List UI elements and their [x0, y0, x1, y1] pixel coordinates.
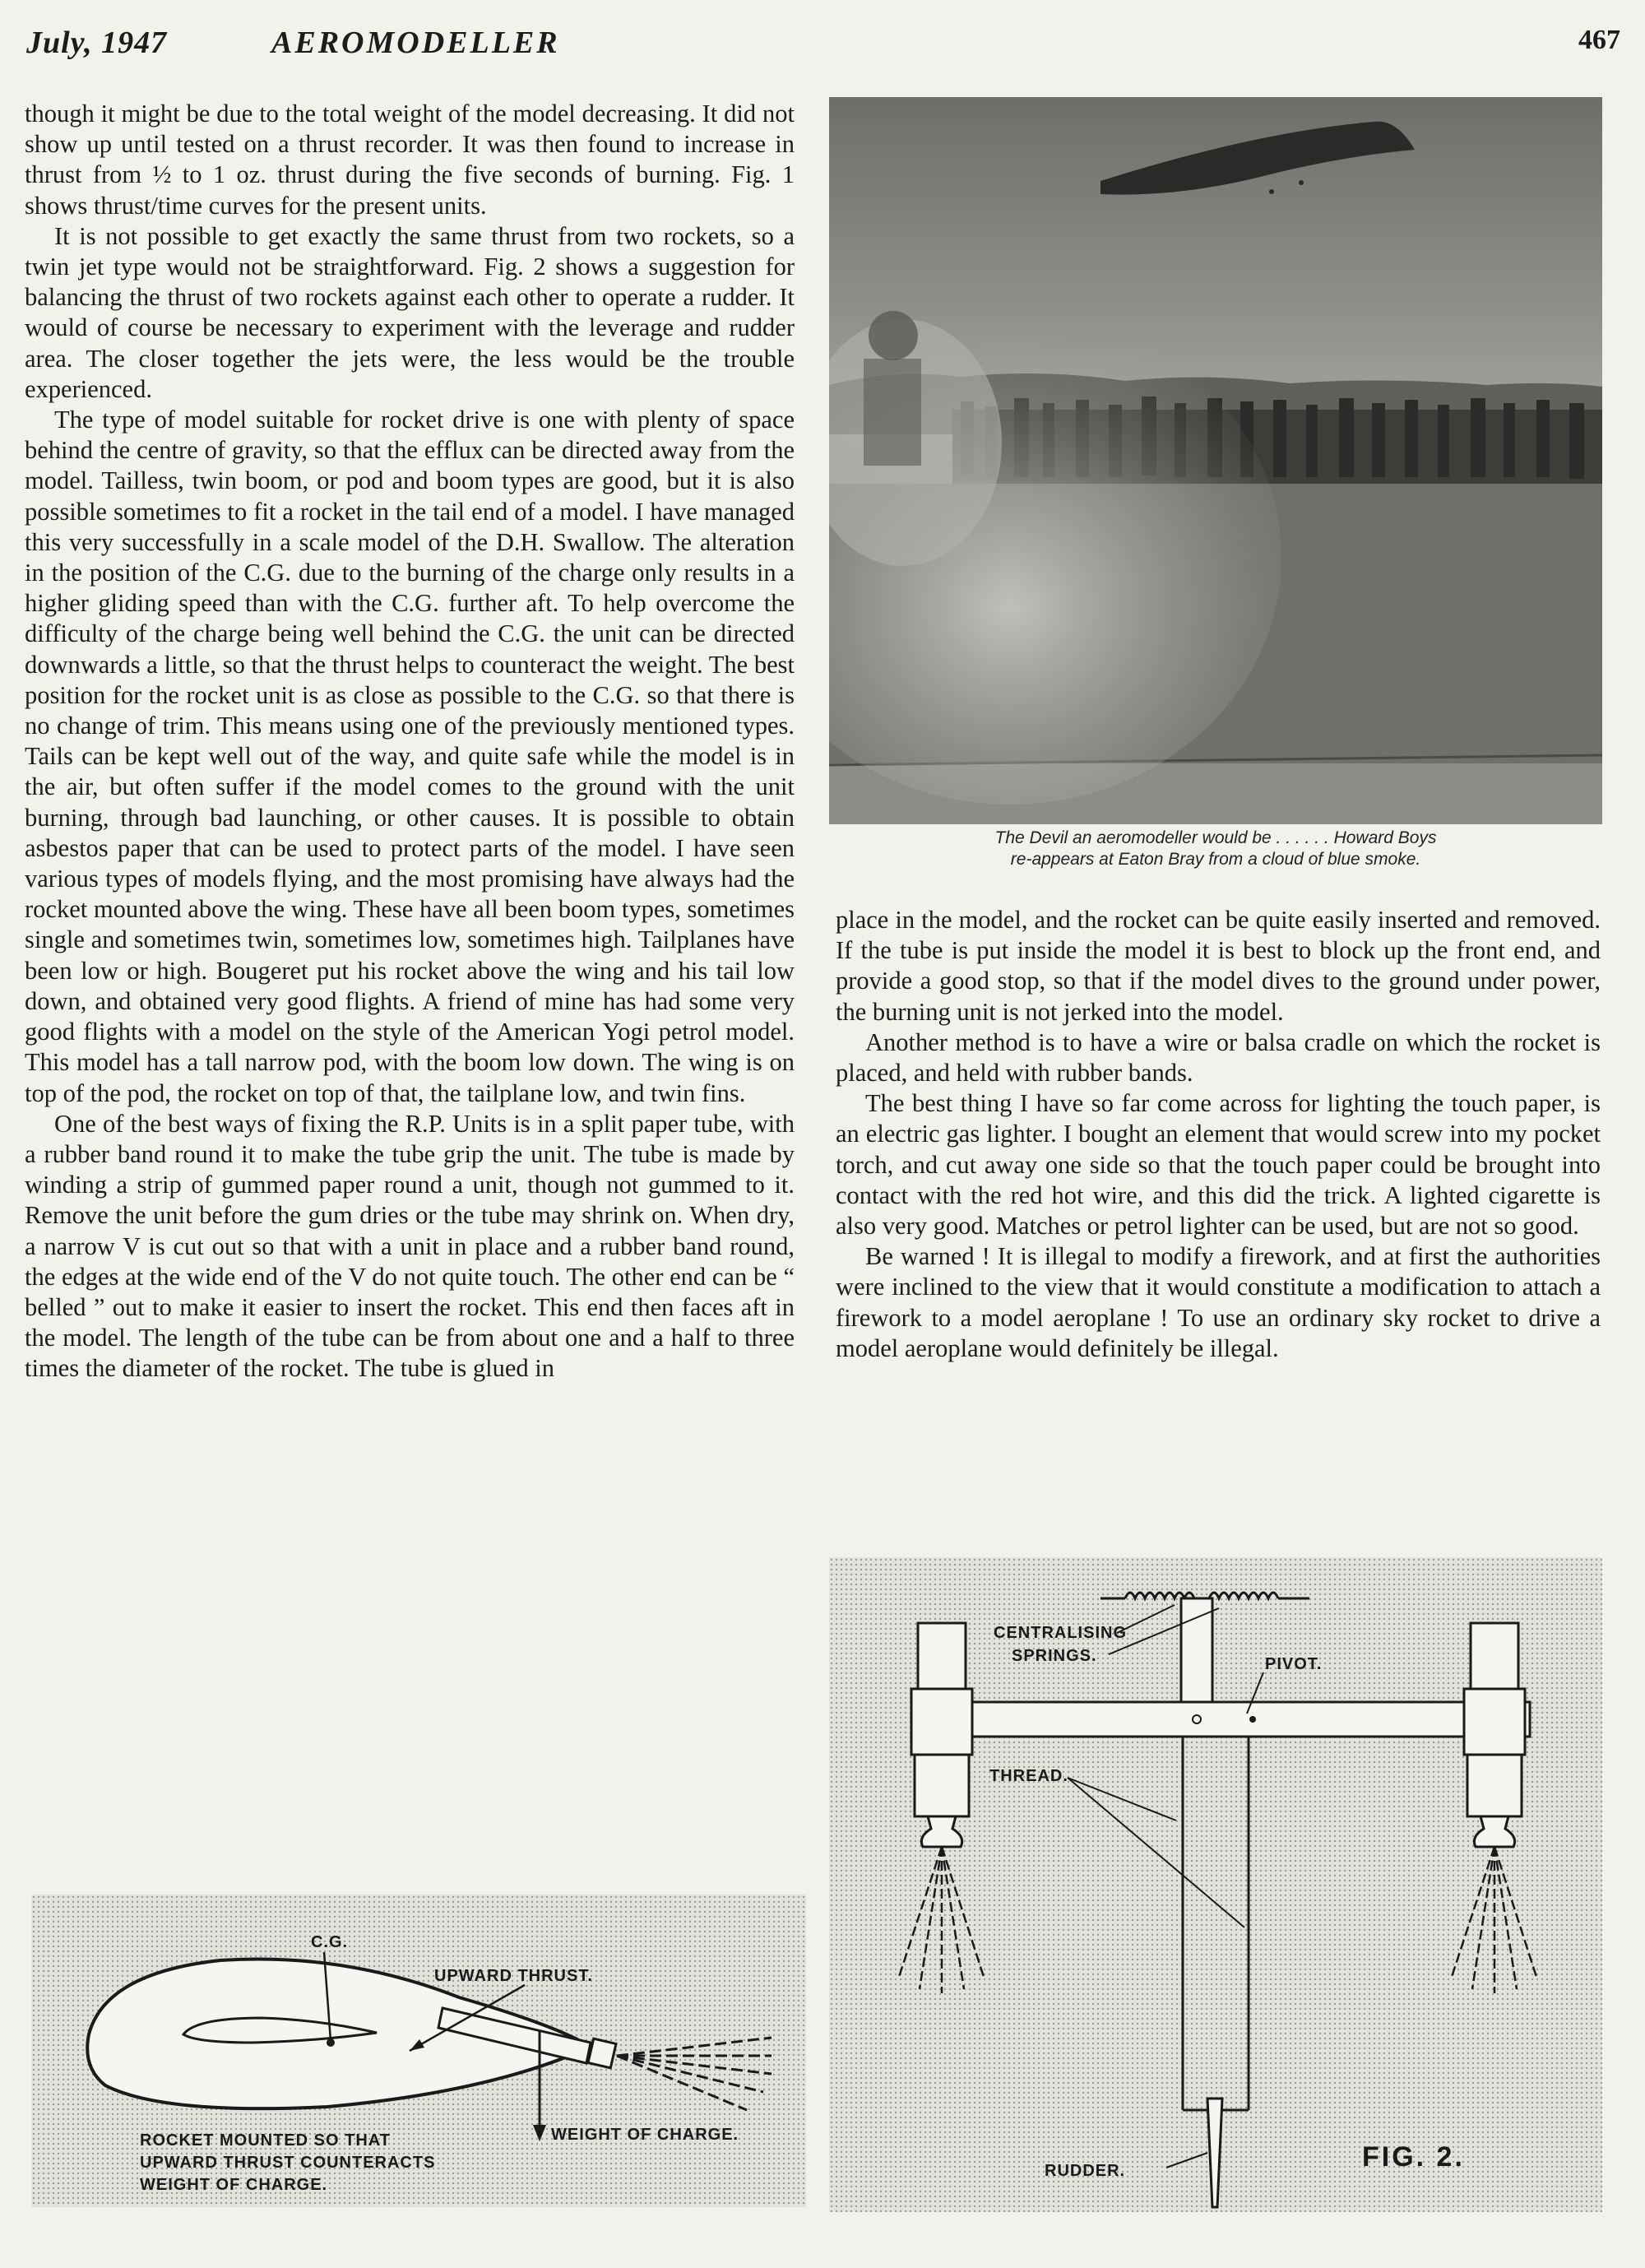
figure-rocket-mounting [31, 1895, 806, 2207]
paragraph: It is not possible to get exactly the same thrust from two rockets, so a twin jet type would not be straightforward. Fig. 2 shows a suggestion for balancing the thrust of two rockets against each other to operate a rudder. It would of course be necessary to experiment with the leverage and rudder area. The closer together the jets were, the less would be the trouble experienced. [25, 221, 795, 403]
paragraph: The best thing I have so far come across for lighting the touch paper, is an electric gas lighter. I bought an element that would screw into my pocket torch, and cut away one side so that the touch paper could be brought into contact with the red hot wire, and this did the trick. A lighted cigarette is also very good. Matches or petrol lighter can be used, but are not so good. [836, 1089, 1601, 1241]
label-cg: C.G. [311, 1933, 349, 1951]
page-header [25, 18, 1620, 64]
label-thread: THREAD. [989, 1767, 1068, 1785]
note-line: WEIGHT OF CHARGE. [140, 2176, 328, 2194]
label-springs: SPRINGS. [1012, 1647, 1097, 1665]
note-line: UPWARD THRUST COUNTERACTS [140, 2154, 436, 2172]
issue-date: July, 1947 [26, 26, 168, 60]
twin-rocket-rudder-diagram [829, 1557, 1602, 2212]
figure-title: FIG. 2. [1362, 2141, 1465, 2173]
rocket-mounting-diagram [31, 1895, 806, 2207]
page-number: 467 [1578, 25, 1620, 55]
figure-twin-rocket-rudder [829, 1557, 1602, 2212]
paragraph: The type of model suitable for rocket drive is one with plenty of space behind the centre of gravity, so that the efflux can be directed away from the model. Tailless, twin boom, or pod and boom types are good, but it is also possible sometimes to fit a rocket in the tail end of a model. I have managed this very successfully in a scale model of the D.H. Swallow. The alteration in the position of the C.G. due to the burning of the charge only results in a higher gliding speed than with the C.G. further aft. To help overcome the difficulty of the charge being well behind the C.G. the unit can be directed downwards a little, so that the thrust helps to counteract the weight. The best position for the rocket unit is as close as possible to the C.G. so that there is no change of trim. This means using one of the previously mentioned types. Tails can be kept well out of the way, and quite safe while the model is in the air, but often suffer if the model comes to the ground with the unit burning, through bad launching, or other causes. It is possible to obtain asbestos paper that can be used to protect parts of the model. I have seen various types of models flying, and the most promising have always had the rocket mounted above the wing. These have all been boom types, sometimes single and sometimes twin, sometimes low, sometimes high. Tailplanes have been low or high. Bougeret put his rocket above the wing and his tail low down, and obtained very good flights. A friend of mine has had some very good flights with a model on the style of the American Yogi petrol model. This model has a tall narrow pod, with the boom low down. The wing is on top of the pod, the rocket on top of that, the tailplane low, and twin fins. [25, 406, 795, 1107]
magazine-title: AEROMODELLER [271, 26, 560, 60]
paragraph: though it might be due to the total weight of the model decreasing. It did not show up until tested on a thrust recorder. It was then found to increase in thrust from ½ to 1 oz. thrust during the five seconds of burning. Fig. 1 shows thrust/time curves for the present units. [25, 100, 795, 220]
photo-illustration [829, 97, 1602, 824]
label-rudder: RUDDER. [1045, 2162, 1126, 2180]
label-upward-thrust: UPWARD THRUST. [434, 1967, 593, 1985]
caption-line: re-appears at Eaton Bray from a cloud of blue smoke. [1010, 850, 1421, 869]
paragraph: place in the model, and the rocket can be quite easily inserted and removed. If the tube is put inside the model it is best to block up the front end, and provide a good stop, so that if the model dives to the ground under power, the burning unit is not jerked into the model. [836, 906, 1601, 1026]
caption-line: The Devil an aeromodeller would be . . . . . . Howard Boys [994, 828, 1437, 847]
paragraph: One of the best ways of fixing the R.P. Units is in a split paper tube, with a rubber band round it to make the tube grip the unit. The tube is made by winding a strip of gummed paper round a unit, though not gummed to it. Remove the unit before the gum dries or the tube may shrink on. When dry, a narrow V is cut out so that with a unit in place and a rubber band round, the edges at the wide end of the V do not quite touch. The other end can be “ belled ” out to make it easier to insert the rocket. This end then faces aft in the model. The length of the tube can be from about one and a half to three times the diameter of the rocket. The tube is glued in [25, 1109, 795, 1383]
label-pivot: PIVOT. [1265, 1655, 1323, 1673]
paragraph: Another method is to have a wire or balsa cradle on which the rocket is placed, and held with rubber bands. [836, 1027, 1601, 1088]
paragraph: Be warned ! It is illegal to modify a firework, and at first the authorities were inclined to the view that it would constitute a modification to attach a firework to a model aeroplane ! To use an ordinary sky rocket to drive a model aeroplane would definitely be illegal. [836, 1242, 1601, 1362]
article-right-column [836, 905, 1601, 1364]
article-left-column [25, 99, 795, 1384]
label-weight-of-charge: WEIGHT OF CHARGE. [551, 2126, 739, 2144]
note-line: ROCKET MOUNTED SO THAT [140, 2131, 391, 2150]
photograph-flying-model [829, 97, 1602, 824]
label-centralising: CENTRALISING [994, 1624, 1127, 1642]
photo-caption [829, 828, 1602, 870]
